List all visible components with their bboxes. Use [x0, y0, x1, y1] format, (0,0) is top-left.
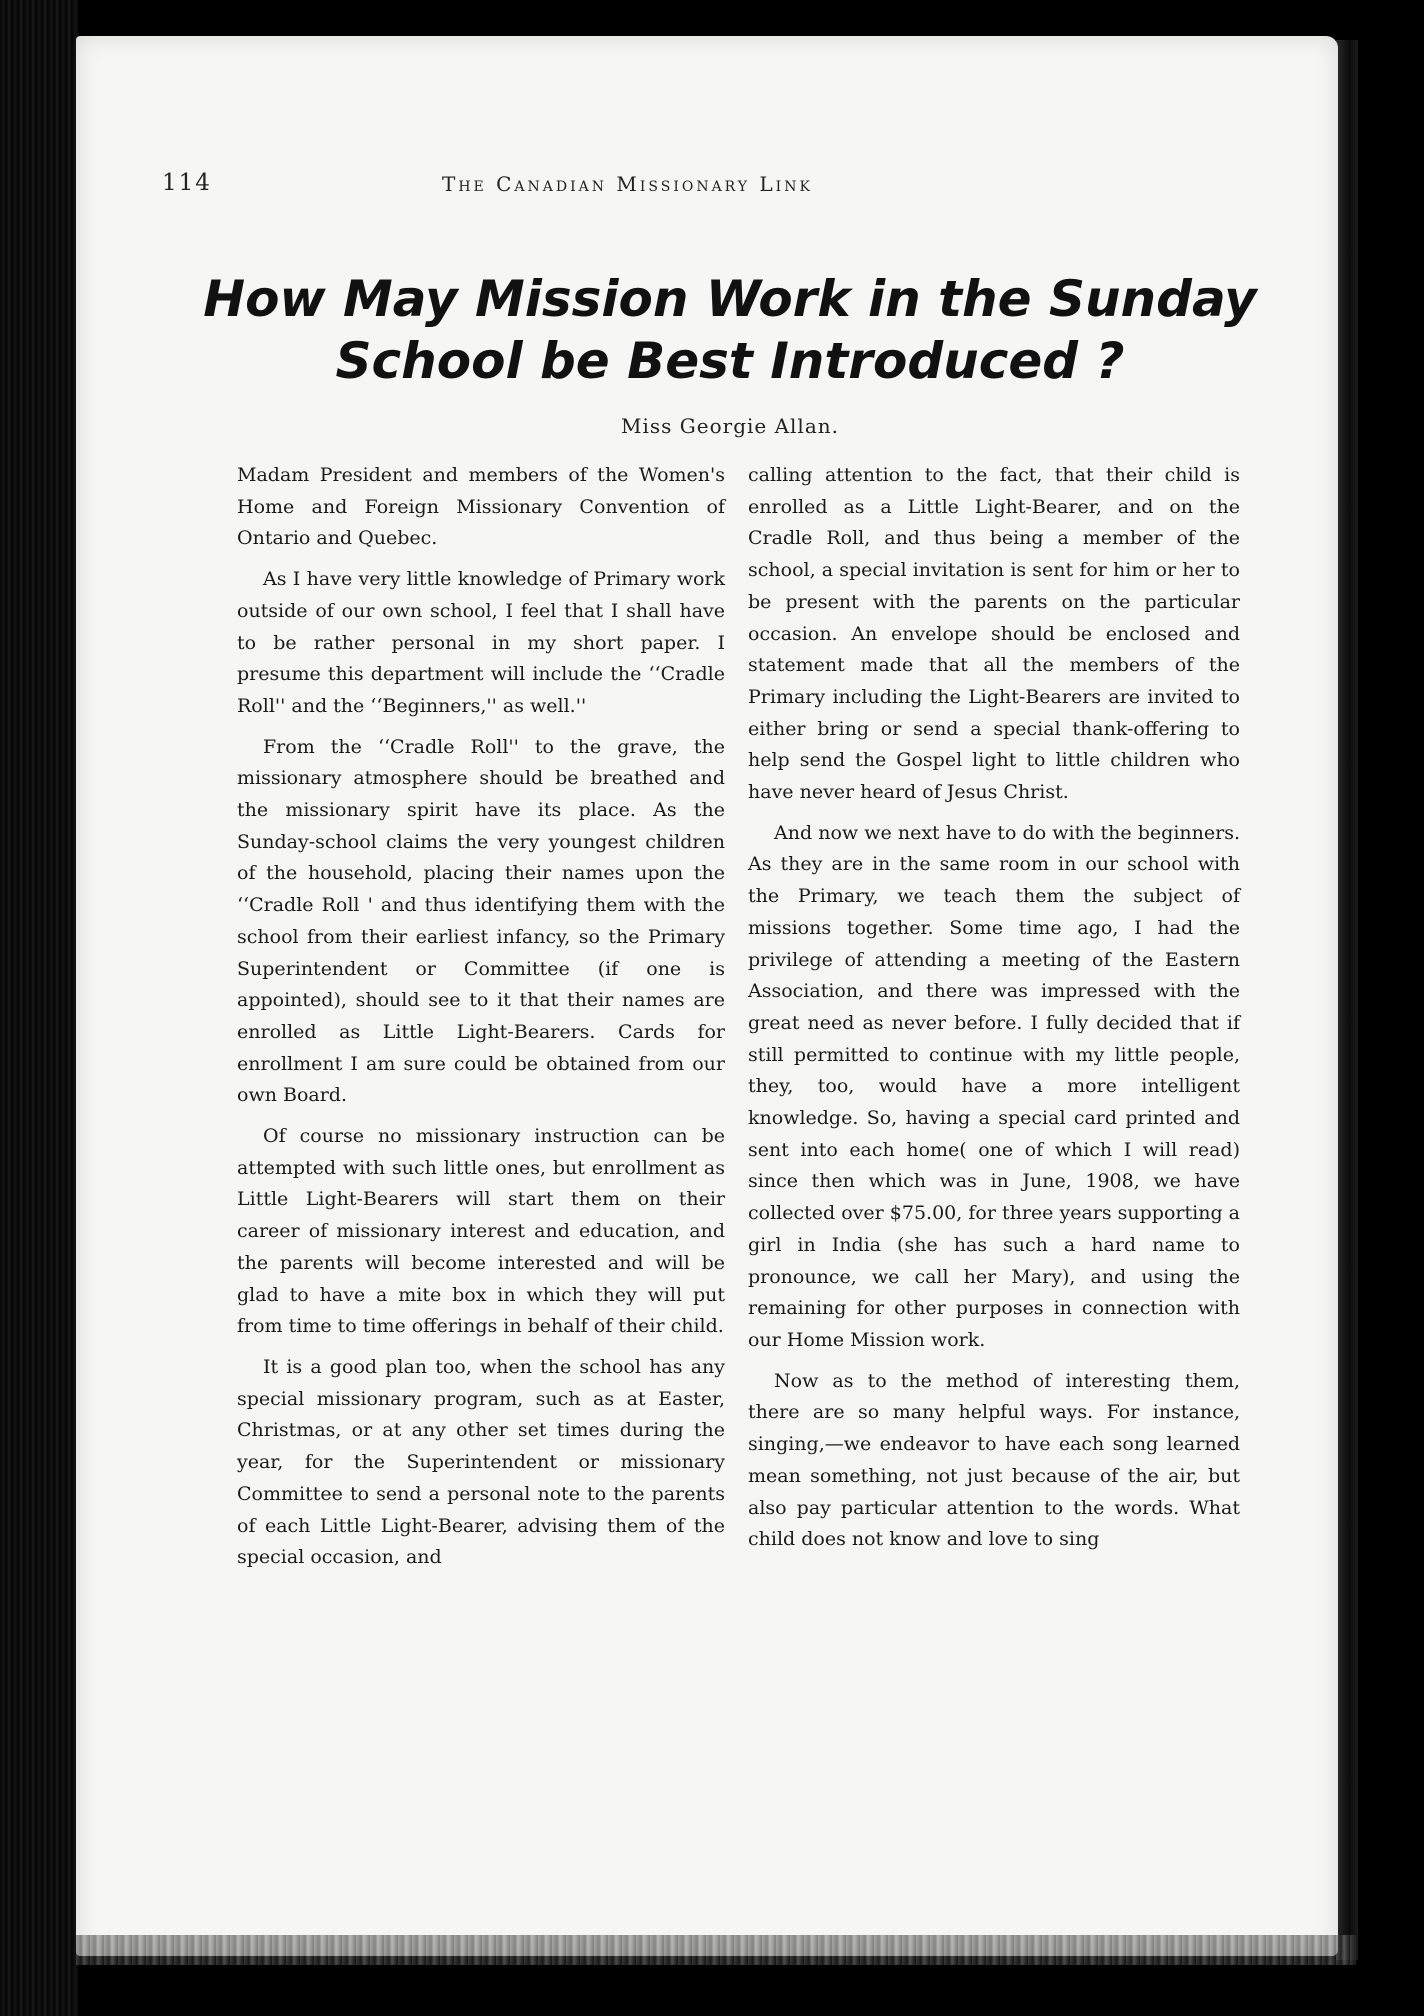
paragraph: Now as to the method of interesting them, there are so many helpful ways. For instance, singing,—we endeavor to have each song learned mean something, not just because of the air, but also pay particular attention to the words. What child does not know and love to sing [748, 1369, 1240, 1551]
paragraph: Madam President and members of the Women's Home and Foreign Missionary Convention of Ontario and Quebec. [237, 464, 725, 550]
scan-bottom-edge [76, 1935, 1356, 1965]
scan-binding-edge [0, 0, 78, 2016]
article-author: Miss Georgie Allan. [621, 414, 839, 438]
paragraph: From the ‘‘Cradle Roll'' to the grave, the missionary atmosphere should be breathed and the missionary spirit have its place. As the Sunday-school claims the very youngest children of the household, placing their names upon the ‘‘Cradle Roll ' and thus identifying them with the school from their earliest infancy, so the Primary Superintendent or Committee (if one is appointed), should see to it that their names are enrolled as Little Light-Bearers. Cards for enrollment I am sure could be obtained from our own Board. [237, 735, 725, 1107]
paragraph: It is a good plan too, when the school has any special missionary program, such as at Easter, Christmas, or at any other set times during the year, for the Superintendent or missionary Committee to send a personal note to the parents of each Little Light-Bearer, advising them of the special occasion, and [237, 1355, 725, 1569]
scan-right-border [1336, 40, 1358, 1960]
left-column [237, 460, 725, 1583]
paragraph: calling attention to the fact, that their child is enrolled as a Little Light-Bearer, and on the Cradle Roll, and thus being a member of the school, a special invitation is sent for him or her to be present with the parents on the particular occasion. An envelope should be enclosed and statement made that all the members of the Primary including the Light-Bearers are invited to either bring or send a special thank-offering to help send the Gospel light to little children who have never heard of Jesus Christ. [748, 464, 1240, 804]
paragraph: As I have very little knowledge of Primary work outside of our own school, I feel that I shall have to be rather personal in my short paper. I presume this department will include the ‘‘Cradle Roll'' and the ‘‘Beginners,'' as well.'' [237, 568, 725, 717]
right-column [748, 460, 1240, 1565]
paragraph: Of course no missionary instruction can be attempted with such little ones, but enrollment as Little Light-Bearers will start them on their career of missionary interest and education, and the parents will become interested and will be glad to have a mite box in which they will put from time to time offerings in behalf of their child. [237, 1125, 725, 1338]
running-head: The Canadian Missionary Link [442, 172, 813, 196]
page-number: 114 [162, 170, 212, 196]
article-title: How May Mission Work in the Sunday School be Best Introduced ? [203, 270, 1257, 390]
page-header [162, 168, 1242, 208]
paragraph: And now we next have to do with the beginners. As they are in the same room in our school with the Primary, we teach them the subject of missions together. Some time ago, I had the privilege of attending a meeting of the Eastern Association, and there was impressed with the great need as never before. I fully decided that if still permitted to continue with my little people, they, too, would have a more intelligent knowledge. So, having a special card printed and sent into each home( one of which I will read) since then which was in June, 1908, we have collected over $75.00, for three years supporting a girl in India (she has such a hard name to pronounce, we call her Mary), and using the remaining for other purposes in connection with our Home Mission work. [748, 821, 1240, 1351]
